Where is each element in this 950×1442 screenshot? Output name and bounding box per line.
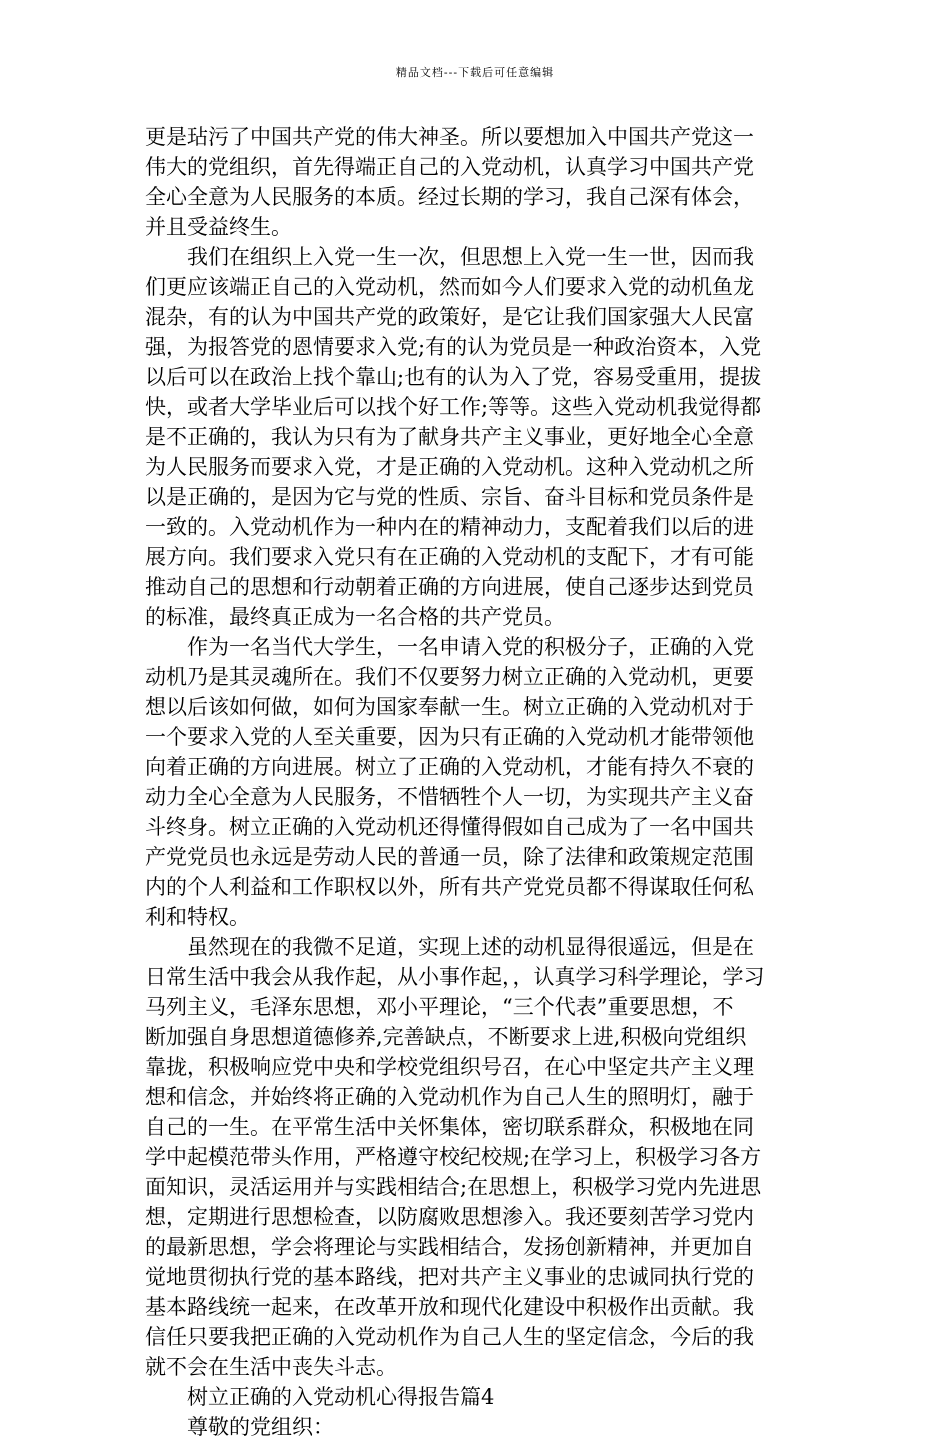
- text-line: 靠拢，积极响应党中央和学校党组织号召，在心中坚定共产主义理: [145, 1055, 754, 1079]
- text-line: 伟大的党组织，首先得端正自己的入党动机，认真学习中国共产党: [145, 155, 754, 179]
- text-line: 日常生活中我会从我作起，从小事作起，，认真学习科学理论，学习: [145, 965, 765, 989]
- text-line: 展方向。我们要求入党只有在正确的入党动机的支配下，才有可能: [145, 545, 754, 569]
- text-line: 尊敬的党组织：: [187, 1415, 334, 1439]
- text-line: 一个要求入党的人至关重要，因为只有正确的入党动机才能带领他: [145, 725, 754, 749]
- text-line: 内的个人利益和工作职权以外，所有共产党党员都不得谋取任何私: [145, 875, 754, 899]
- paragraph: [145, 1412, 809, 1442]
- text-line: 虽然现在的我微不足道，实现上述的动机显得很遥远，但是在: [187, 935, 754, 959]
- text-line: 动机乃是其灵魂所在。我们不仅要努力树立正确的入党动机，更要: [145, 665, 754, 689]
- text-line: 并且受益终生。: [145, 215, 292, 239]
- paragraph: [145, 122, 809, 242]
- document-body: [145, 122, 809, 1442]
- text-line: 马列主义，毛泽东思想，邓小平理论，“三个代表”重要思想，不: [145, 995, 734, 1019]
- text-line: 觉地贯彻执行党的基本路线，把对共产主义事业的忠诚同执行党的: [145, 1265, 754, 1289]
- text-line: 产党党员也永远是劳动人民的普通一员，除了法律和政策规定范围: [145, 845, 754, 869]
- text-line: 想以后该如何做，如何为国家奉献一生。树立正确的入党动机对于: [145, 695, 754, 719]
- text-line: 信任只要我把正确的入党动机作为自己人生的坚定信念，今后的我: [145, 1325, 754, 1349]
- text-line: 断加强自身思想道德修养,完善缺点，不断要求上进,积极向党组织: [145, 1025, 747, 1049]
- page-header: 精品文档---下载后可任意编辑: [395, 66, 555, 79]
- paragraph: [145, 1382, 809, 1412]
- text-line: 自己的一生。在平常生活中关怀集体，密切联系群众，积极地在同: [145, 1115, 754, 1139]
- paragraph: [145, 932, 809, 1382]
- text-line: 想和信念，并始终将正确的入党动机作为自己人生的照明灯，融于: [145, 1085, 754, 1109]
- text-line: 全心全意为人民服务的本质。经过长期的学习，我自己深有体会，: [145, 185, 754, 209]
- text-line: 作为一名当代大学生，一名申请入党的积极分子，正确的入党: [187, 635, 754, 659]
- text-line: 利和特权。: [145, 905, 250, 929]
- text-line: 以是正确的，是因为它与党的性质、宗旨、奋斗目标和党员条件是: [145, 485, 754, 509]
- text-line: 斗终身。树立正确的入党动机还得懂得假如自己成为了一名中国共: [145, 815, 754, 839]
- text-line: 们更应该端正自己的入党动机，然而如今人们要求入党的动机鱼龙: [145, 275, 754, 299]
- text-line: 的标准，最终真正成为一名合格的共产党员。: [145, 605, 565, 629]
- text-line: 想，定期进行思想检查，以防腐败思想渗入。我还要刻苦学习党内: [145, 1205, 754, 1229]
- text-line: 学中起模范带头作用，严格遵守校纪校规;在学习上，积极学习各方: [145, 1145, 762, 1169]
- text-line: 的最新思想，学会将理论与实践相结合，发扬创新精神，并更加自: [145, 1235, 754, 1259]
- text-line: 向着正确的方向进展。树立了正确的入党动机，才能有持久不衰的: [145, 755, 754, 779]
- text-line: 混杂，有的认为中国共产党的政策好，是它让我们国家强大人民富: [145, 305, 754, 329]
- paragraph: [145, 632, 809, 932]
- text-line: 我们在组织上入党一生一次，但思想上入党一生一世，因而我: [187, 245, 754, 269]
- text-line: 树立正确的入党动机心得报告篇4: [187, 1385, 495, 1409]
- text-line: 面知识，灵活运用并与实践相结合;在思想上，积极学习党内先进思: [145, 1175, 762, 1199]
- text-line: 为人民服务而要求入党，才是正确的入党动机。这种入党动机之所: [145, 455, 754, 479]
- text-line: 更是玷污了中国共产党的伟大神圣。所以要想加入中国共产党这一: [145, 125, 754, 149]
- paragraph: [145, 242, 809, 632]
- text-line: 强，为报答党的恩情要求入党;有的认为党员是一种政治资本，入党: [145, 335, 762, 359]
- text-line: 是不正确的，我认为只有为了献身共产主义事业，更好地全心全意: [145, 425, 754, 449]
- text-line: 推动自己的思想和行动朝着正确的方向进展，使自己逐步达到党员: [145, 575, 754, 599]
- text-line: 基本路线统一起来，在改革开放和现代化建设中积极作出贡献。我: [145, 1295, 754, 1319]
- text-line: 以后可以在政治上找个靠山;也有的认为入了党，容易受重用，提拔: [145, 365, 762, 389]
- text-line: 一致的。入党动机作为一种内在的精神动力，支配着我们以后的进: [145, 515, 754, 539]
- text-line: 快，或者大学毕业后可以找个好工作;等等。这些入党动机我觉得都: [145, 395, 762, 419]
- text-line: 就不会在生活中丧失斗志。: [145, 1355, 397, 1379]
- text-line: 动力全心全意为人民服务，不惜牺牲个人一切，为实现共产主义奋: [145, 785, 754, 809]
